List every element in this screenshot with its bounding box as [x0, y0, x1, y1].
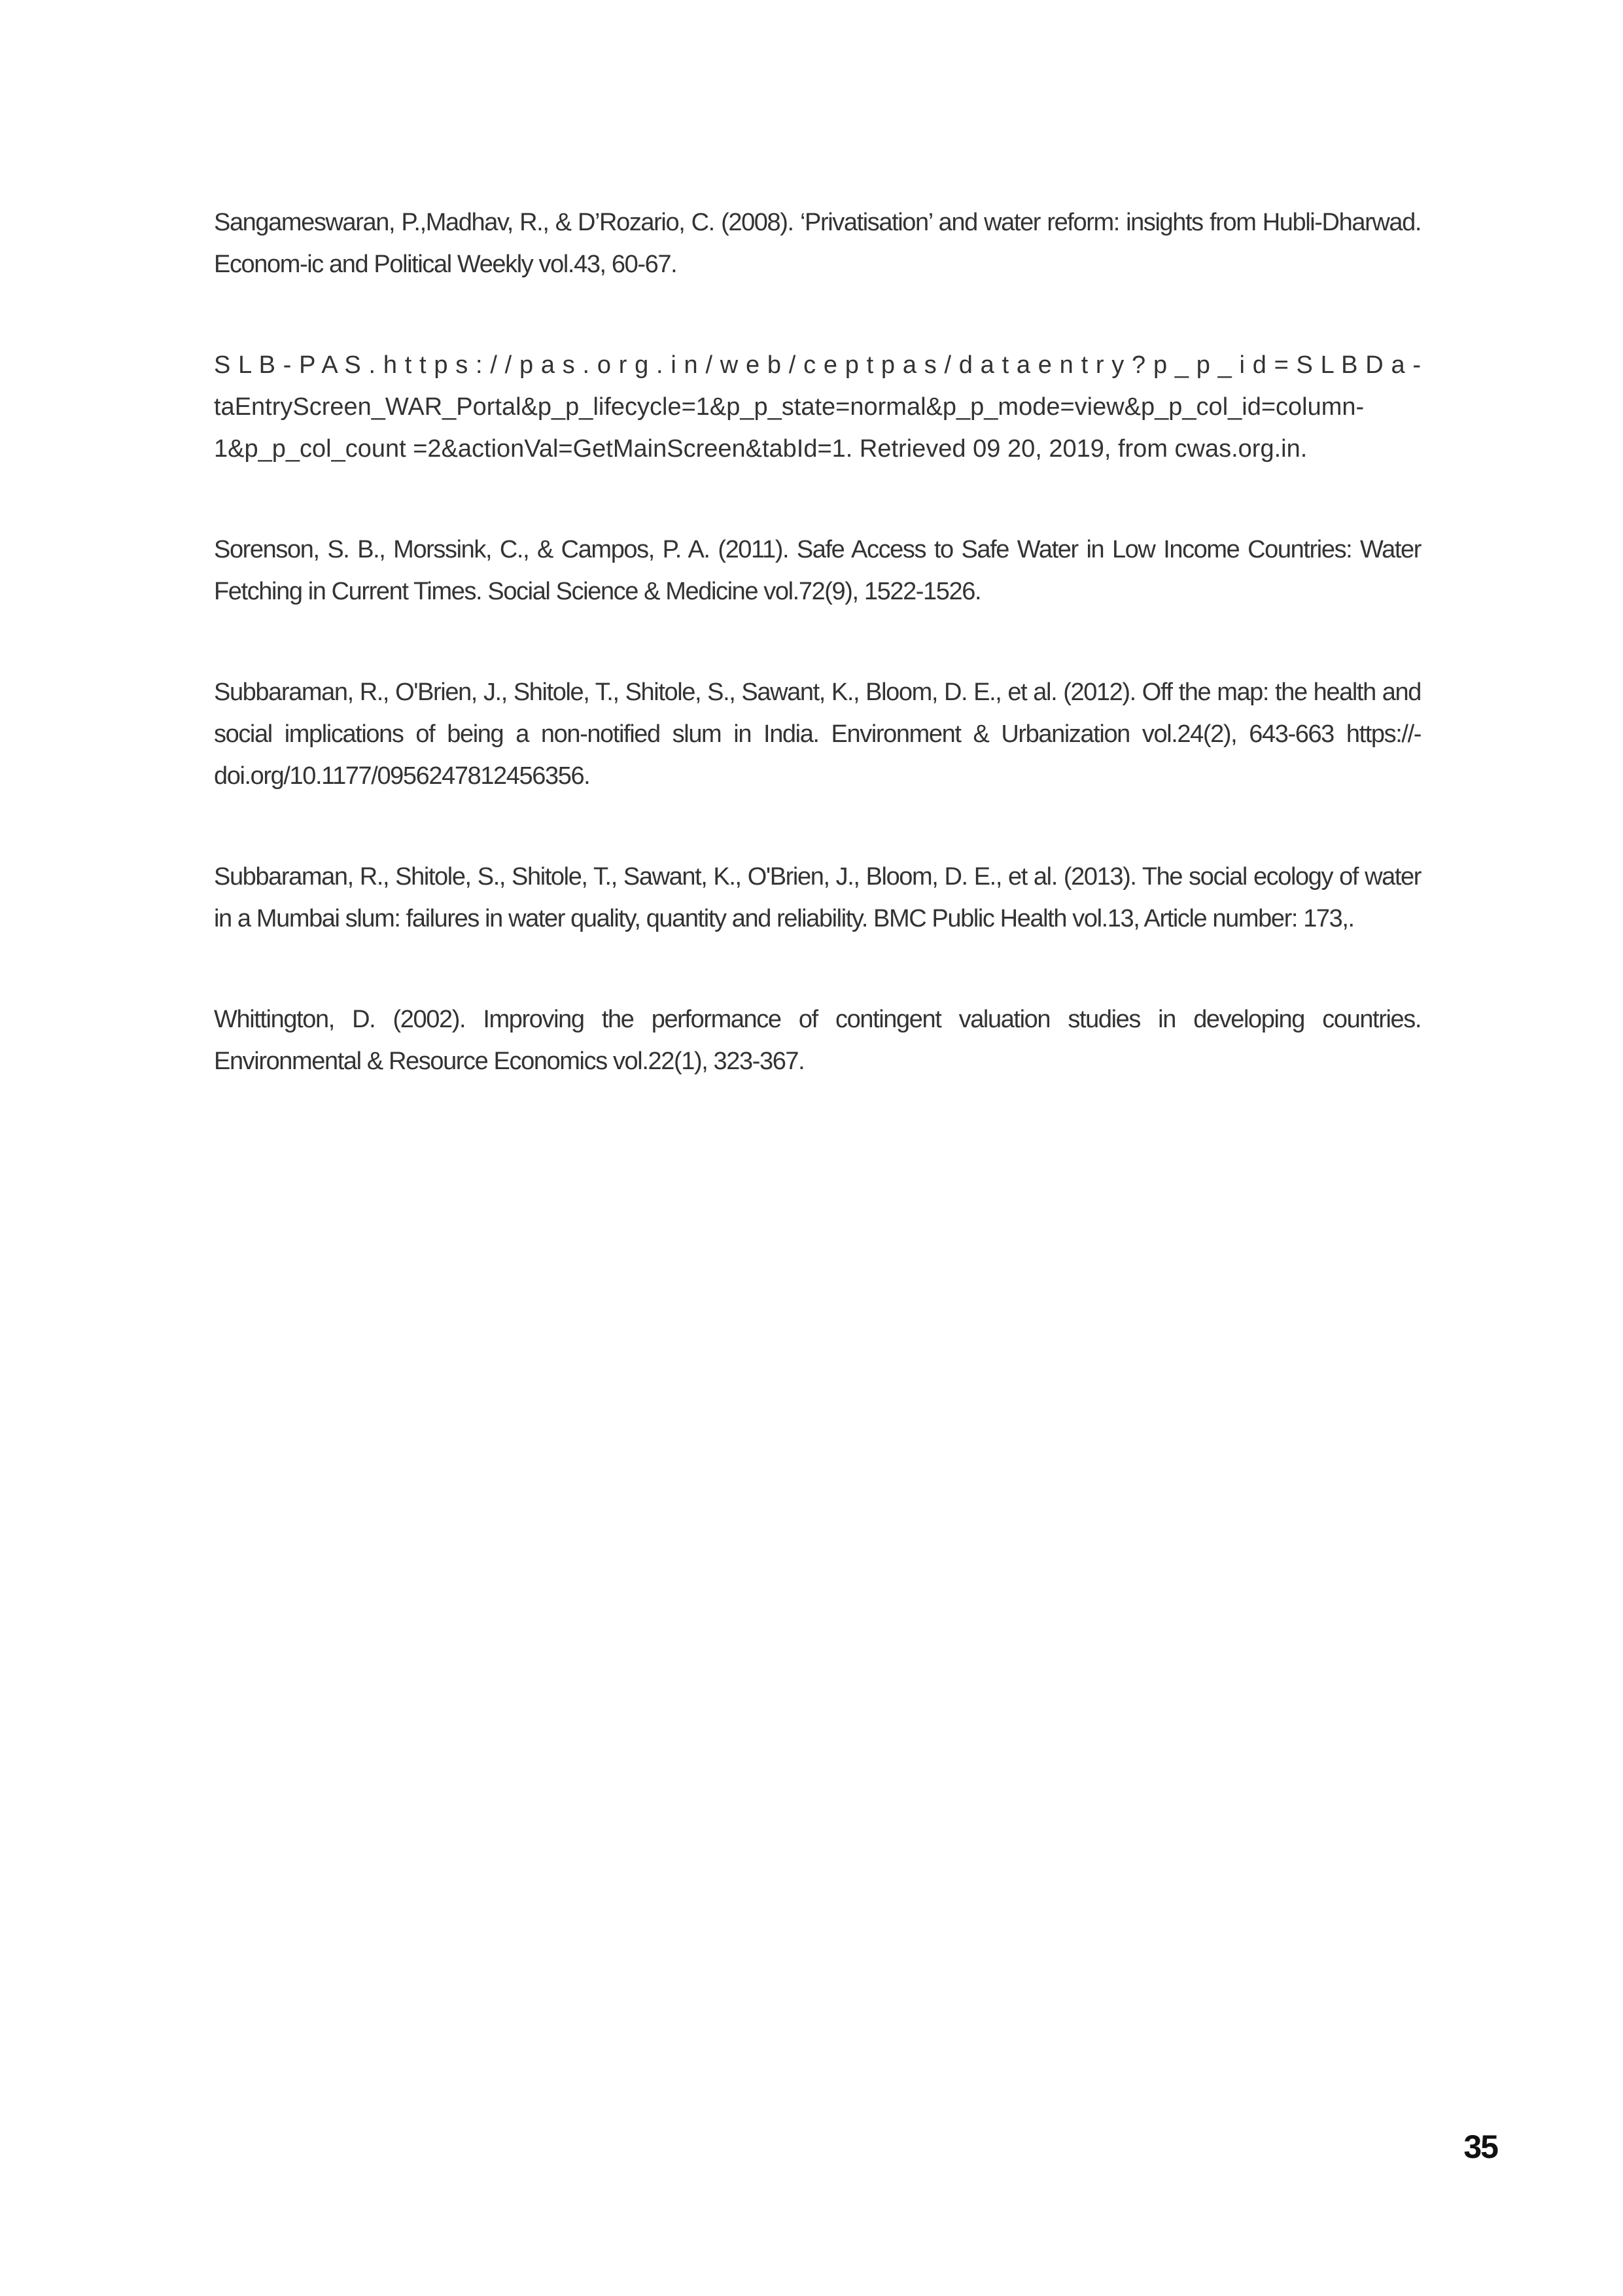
page-number: 35 [1463, 2128, 1497, 2165]
reference-entry: Subbaraman, R., Shitole, S., Shitole, T., Sawant, K., O'Brien, J., Bloom, D. E., et al. (2013). The social ecology of water in a Mumbai slum: failures in water quality, quantity and reliability. BMC Public Health vol.13, Article number: 173,. [214, 863, 1421, 932]
reference-entry: Sorenson, S. B., Morssink, C., & Campos, P. A. (2011). Safe Access to Safe Water in Low Income Countries: Water Fetching in Current Times. Social Science & Medicine vol.72(9), 1522-1526. [214, 536, 1421, 605]
reference-list [214, 202, 1421, 1141]
reference-entry: Sangameswaran, P.,Madhav, R., & D’Rozario, C. (2008). ‘Privatisation’ and water reform: insights from Hubli-Dharwad. Econom-ic and Political Weekly vol.43, 60-67. [214, 209, 1421, 278]
reference-entry: Whittington, D. (2002). Improving the performance of contingent valuation studies in developing countries. Environmental & Resource Economics vol.22(1), 323-367. [214, 1006, 1421, 1075]
reference-entry: Subbaraman, R., O'Brien, J., Shitole, T., Shitole, S., Sawant, K., Bloom, D. E., et al. (2012). Off the map: the health and social implications of being a non-notified slum in India. Environment & Urbanization vol.24(2), 643-663 https://-doi.org/10.1177/0956247812456356. [214, 679, 1421, 790]
reference-entry: S L B - P A S . h t t p s : / / p a s . o r g . i n / w e b / c e p t p a s / d a t a e n t r y ? p _ p _ i d = S L B D a - taEntryScreen_WAR_Portal&p_p_lifecycle=1&p_p_state=normal&p_p_mode=view&p_p_col_id=column-1&p_p_col_count =2&actionVal=GetMainScreen&tabId=1. Retrieved 09 20, 2019, from cwas.org.in. [214, 351, 1421, 463]
